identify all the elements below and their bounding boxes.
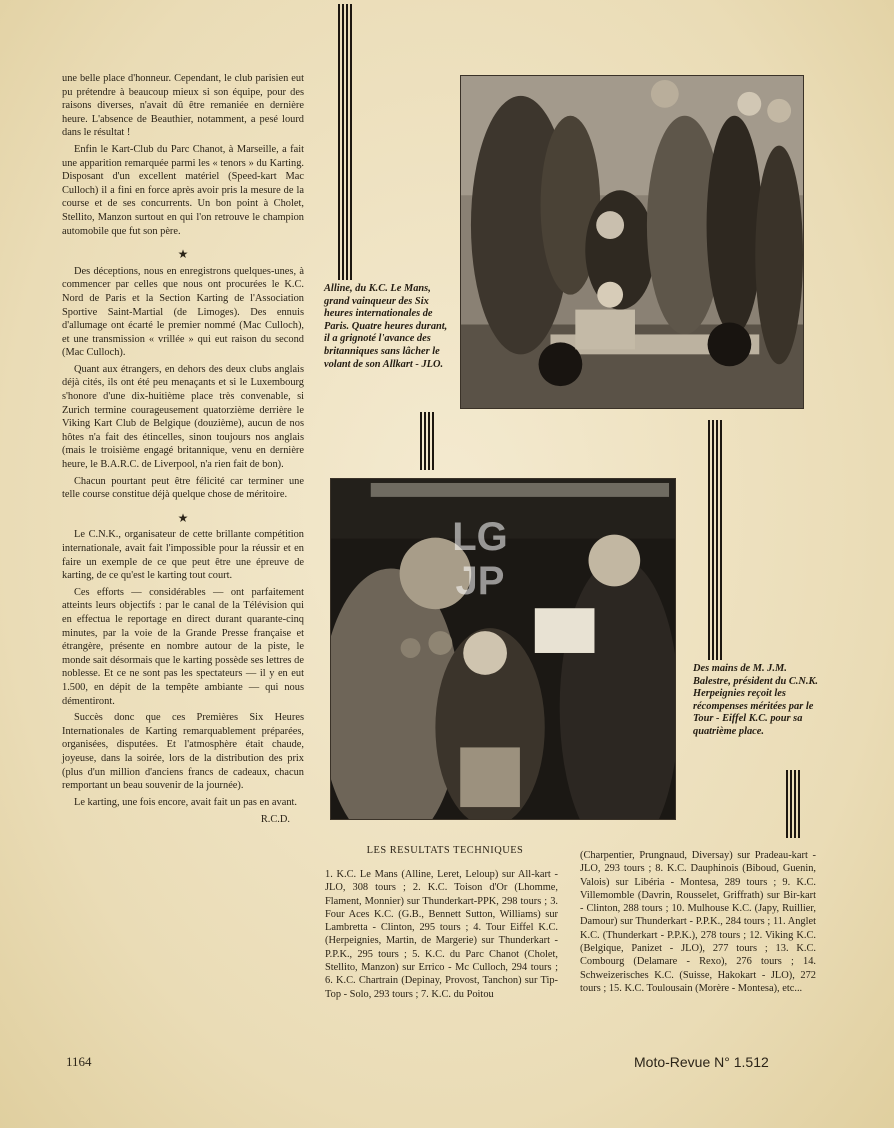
paragraph: Enfin le Kart-Club du Parc Chanot, à Marseille, a fait une apparition remarquée parmi les « tenors » du Karting. Disposant d'un excellent matériel (Speed-kart Mac Culloch) il a fini en force après avoir pris la mesure de la course et de ses concurrents. Un bon point à Cholet, Stellito, Manzon surtout en qui l'on retrouve le champion automobile que fut son père. <box>62 143 304 237</box>
paragraph: Des déceptions, nous en enregistrons quelques-unes, à commencer par celles que nous ont procurées le K.C. Nord de Paris et la Section Karting de l'Association Sportive Saint-Martial (de Limoges). Des ennuis d'allumage ont écarté le premier nommé (Mac Culloch), et une transmission « vrillée » qui eut raison du second (Mac Culloch). <box>62 265 304 359</box>
paragraph: une belle place d'honneur. Cependant, le club parisien eut pu prétendre à beaucoup mieux si son équipe, pour des raisons diverses, n'avait dû être remaniée en dernière heure. L'absence de Beauthier, notamment, a pesé lourd dans le résultat ! <box>62 73 304 139</box>
paragraph: Chacun pourtant peut être félicité car terminer une telle course constitue déjà quelque chose de méritoire. <box>62 475 304 501</box>
paragraph: Succès donc que ces Premières Six Heures Internationales de Karting remarquablement préparées, organisées, disputées. Et l'atmosphère était chaude, joyeuse, dans la soirée, lors de la distribution des prix (plus d'un million d'anciens francs de cadeaux, chacun remportant un beau souvenir de la journée). <box>62 712 304 792</box>
section-separator-star: ★ <box>177 510 189 525</box>
caption-top-photo: Alline, du K.C. Le Mans, grand vainqueur des Six heures internationales de Paris. Quatre heures durant, il a grignoté l'avance des britanniques sans lâcher le volant de son Allkart - JLO. <box>324 283 448 370</box>
watermark-logo: LG JP <box>452 515 508 603</box>
results-column-2: (Charpentier, Prungnaud, Diversay) sur Pradeau-kart - JLO, 293 tours ; 8. K.C. Dauphinois (Biboud, Guenin, Valois) sur Libéria - Montesa, 289 tours ; 9. K.C. Villemomble (Davrin, Rousselet, Griffrath) sur Bir-kart - Clinton, 288 tours ; 10. Mulhouse K.C. (Japy, Ruillier, Damour) sur Thunderkart - P.P.K., 284 tours ; 11. Anglet K.C. (Thunderkart - P.P.K.), 278 tours ; 12. Viking K.C. (Belgique, Panizet - JLO), 277 tours ; 13. K.C. Combourg (Delamare - Rexo), 276 tours ; 14. Schweizerisches K.C. (Suisse, Hakokart - JLO), 272 tours ; 15. K.C. Toulousain (Morère - Montesa), etc... <box>580 850 816 994</box>
magazine-issue: Moto-Revue N° 1.512 <box>634 1054 769 1070</box>
decorative-bars <box>708 420 722 660</box>
decorative-bars <box>786 770 800 838</box>
caption-middle-photo: Des mains de M. J.M. Balestre, président du C.N.K. Herpeignies reçoit les récompenses méritées par le Tour - Eiffel K.C. pour sa quatrième place. <box>693 663 818 737</box>
author-signature: R.C.D. <box>260 814 290 826</box>
page-number: 1164 <box>66 1054 92 1069</box>
photo-kart-winner-image <box>461 76 803 408</box>
decorative-bars <box>420 412 434 470</box>
decorative-bars <box>338 4 352 280</box>
paragraph: Quant aux étrangers, en dehors des deux clubs anglais déjà cités, ils ont été peu menaçants et si le Luxembourg s'honore d'une dix-huitième place très convenable, si Zurich termine courageusement quatorzième derrière le Viking Kart Club de Belgique (douzième), aucun de nos hôtes n'a fait des étincelles, sinon toujours nos anglais (mais le troisième engagé britannique, venu en dernière heure, le B.A.R.C. de Liverpool, n'a rien fait de bon). <box>62 363 304 471</box>
results-heading: LES RESULTATS TECHNIQUES <box>366 845 524 856</box>
paragraph: Ces efforts — considérables — ont parfaitement atteints leurs objectifs : par le canal de la Télévision qui en effectua le reportage en direct durant quarante-cinq minutes, par la voie de la Grande Presse française et étrangère, présente en nombre autour de la piste, le monde sait désormais que le karting possède ses lettres de noblesse. Et ce ne sont pas les spectateurs — il y en eut 1.500, en dépit de la tempête ambiante — qui nous démentiront. <box>62 586 304 707</box>
section-separator-star: ★ <box>177 247 189 262</box>
paragraph: Le C.N.K., organisateur de cette brillante compétition internationale, avait fait l'impossible pour la réussir et en faire un exemple de ce que peut être une épreuve de karting, de ce qu'est le karting tout court. <box>62 529 304 582</box>
photo-kart-winner <box>460 75 804 409</box>
paragraph: Le karting, une fois encore, avait fait un pas en avant. <box>74 796 298 808</box>
article-text-column <box>62 72 304 830</box>
results-column-1: 1. K.C. Le Mans (Alline, Leret, Leloup) sur All-kart - JLO, 308 tours ; 2. K.C. Toison d'Or (Lhomme, Flament, Monnier) sur Thunderkart-PPK, 298 tours ; 3. Four Aces K.C. (G.B., Bennett Sutton, Williams) sur Lambretta - Clinton, 295 tours ; 4. Tour Eiffel K.C. (Herpeignies, Martin, de Margerie) sur Thunderkart - P.P.K., 295 tours ; 5. K.C. du Parc Chanot (Cholet, Stellito, Manzon) sur Errico - Mc Culloch, 294 tours ; 6. K.C. Chartrain (Depinay, Provost, Tanchon) sur Tip-Top - Solo, 293 tours ; 7. K.C. du Poitou <box>325 869 558 1000</box>
